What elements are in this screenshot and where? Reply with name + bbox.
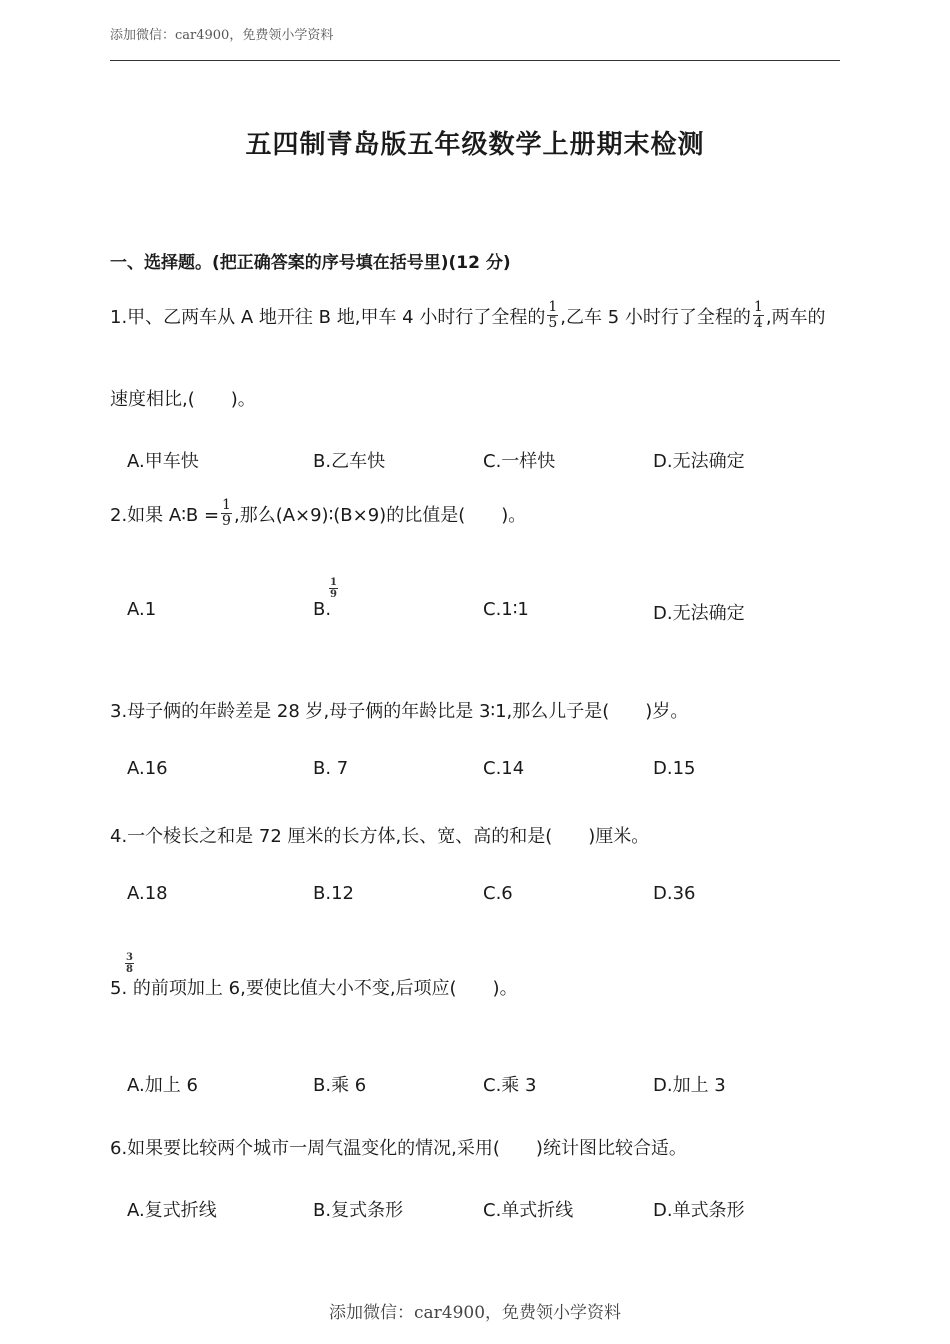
header-note: 添加微信：car4900，免费领小学资料 (110, 28, 334, 43)
question-4: 4.一个棱长之和是 72 厘米的长方体,长、宽、高的和是( )厘米。 (110, 826, 650, 847)
question-1-text-b: ,乙车 5 小时行了全程的 (560, 306, 751, 328)
question-1-line-1 (110, 299, 826, 334)
q2-option-b-fraction (329, 577, 338, 600)
q1-option-d[interactable]: D.无法确定 (653, 451, 745, 472)
q1-option-a[interactable]: A.甲车快 (127, 451, 199, 472)
question-1-text-a: 1.甲、乙两车从 A 地开往 B 地,甲车 4 小时行了全程的 (110, 306, 546, 328)
section-heading: 一、选择题。(把正确答案的序号填在括号里)(12 分) (110, 253, 511, 273)
q5-option-c[interactable]: C.乘 3 (483, 1075, 537, 1096)
question-5-text: 的前项加上 6,要使比值大小不变,后项应( )。 (132, 978, 518, 999)
question-6: 6.如果要比较两个城市一周气温变化的情况,采用( )统计图比较合适。 (110, 1138, 687, 1159)
q6-option-a[interactable]: A.复式折线 (127, 1200, 217, 1221)
q4-option-d[interactable]: D.36 (653, 883, 696, 904)
header-divider (110, 60, 840, 61)
q3-option-b[interactable]: B. 7 (313, 758, 349, 779)
fraction-numerator: 1 (222, 497, 231, 513)
question-3: 3.母子俩的年龄差是 28 岁,母子俩的年龄比是 3∶1,那么儿子是( )岁。 (110, 701, 689, 722)
q2-option-b[interactable] (313, 577, 337, 620)
question-5-prefix: 5. (110, 978, 128, 999)
fraction-one-ninth (221, 498, 232, 530)
question-2-text-b: ,那么(A×9)∶(B×9)的比值是( )。 (233, 504, 527, 526)
q4-option-a[interactable]: A.18 (127, 883, 168, 904)
question-2-text-a: 2.如果 A∶B = (110, 504, 220, 526)
q3-option-a[interactable]: A.16 (127, 758, 168, 779)
q6-option-c[interactable]: C.单式折线 (483, 1200, 574, 1221)
fraction-numerator: 3 (126, 952, 133, 963)
fraction-one-fifth (547, 300, 558, 332)
q3-option-c[interactable]: C.14 (483, 758, 525, 779)
question-2 (110, 497, 527, 532)
fraction-numerator: 1 (330, 577, 337, 588)
fraction-denominator: 9 (222, 513, 231, 530)
page-title: 五四制青岛版五年级数学上册期末检测 (245, 130, 705, 160)
fraction-denominator: 5 (548, 315, 558, 332)
fraction-numerator: 1 (548, 299, 558, 315)
q5-option-d[interactable]: D.加上 3 (653, 1075, 726, 1096)
q2-option-a[interactable]: A.1 (127, 599, 157, 620)
fraction-one-fourth (753, 300, 764, 332)
q3-option-d[interactable]: D.15 (653, 758, 696, 779)
q5-option-b[interactable]: B.乘 6 (313, 1075, 367, 1096)
q2-option-b-label: B. (313, 599, 332, 620)
q5-option-a[interactable]: A.加上 6 (127, 1075, 198, 1096)
fraction-three-eighths (125, 952, 134, 975)
q2-option-d[interactable]: D.无法确定 (653, 603, 745, 624)
q6-option-d[interactable]: D.单式条形 (653, 1200, 745, 1221)
q4-option-c[interactable]: C.6 (483, 883, 513, 904)
q1-option-c[interactable]: C.一样快 (483, 451, 556, 472)
q6-option-b[interactable]: B.复式条形 (313, 1200, 404, 1221)
q2-option-c[interactable]: C.1∶1 (483, 599, 529, 620)
question-5 (110, 952, 518, 1000)
fraction-denominator: 4 (753, 315, 763, 332)
question-1-line-2: 速度相比,( )。 (110, 389, 256, 410)
fraction-denominator: 9 (330, 589, 337, 600)
q1-option-b[interactable]: B.乙车快 (313, 451, 386, 472)
footer-note: 添加微信：car4900，免费领小学资料 (328, 1303, 622, 1323)
question-1-text-c: ,两车的 (765, 306, 826, 328)
fraction-numerator: 1 (753, 299, 763, 315)
q4-option-b[interactable]: B.12 (313, 883, 354, 904)
fraction-denominator: 8 (126, 964, 133, 975)
